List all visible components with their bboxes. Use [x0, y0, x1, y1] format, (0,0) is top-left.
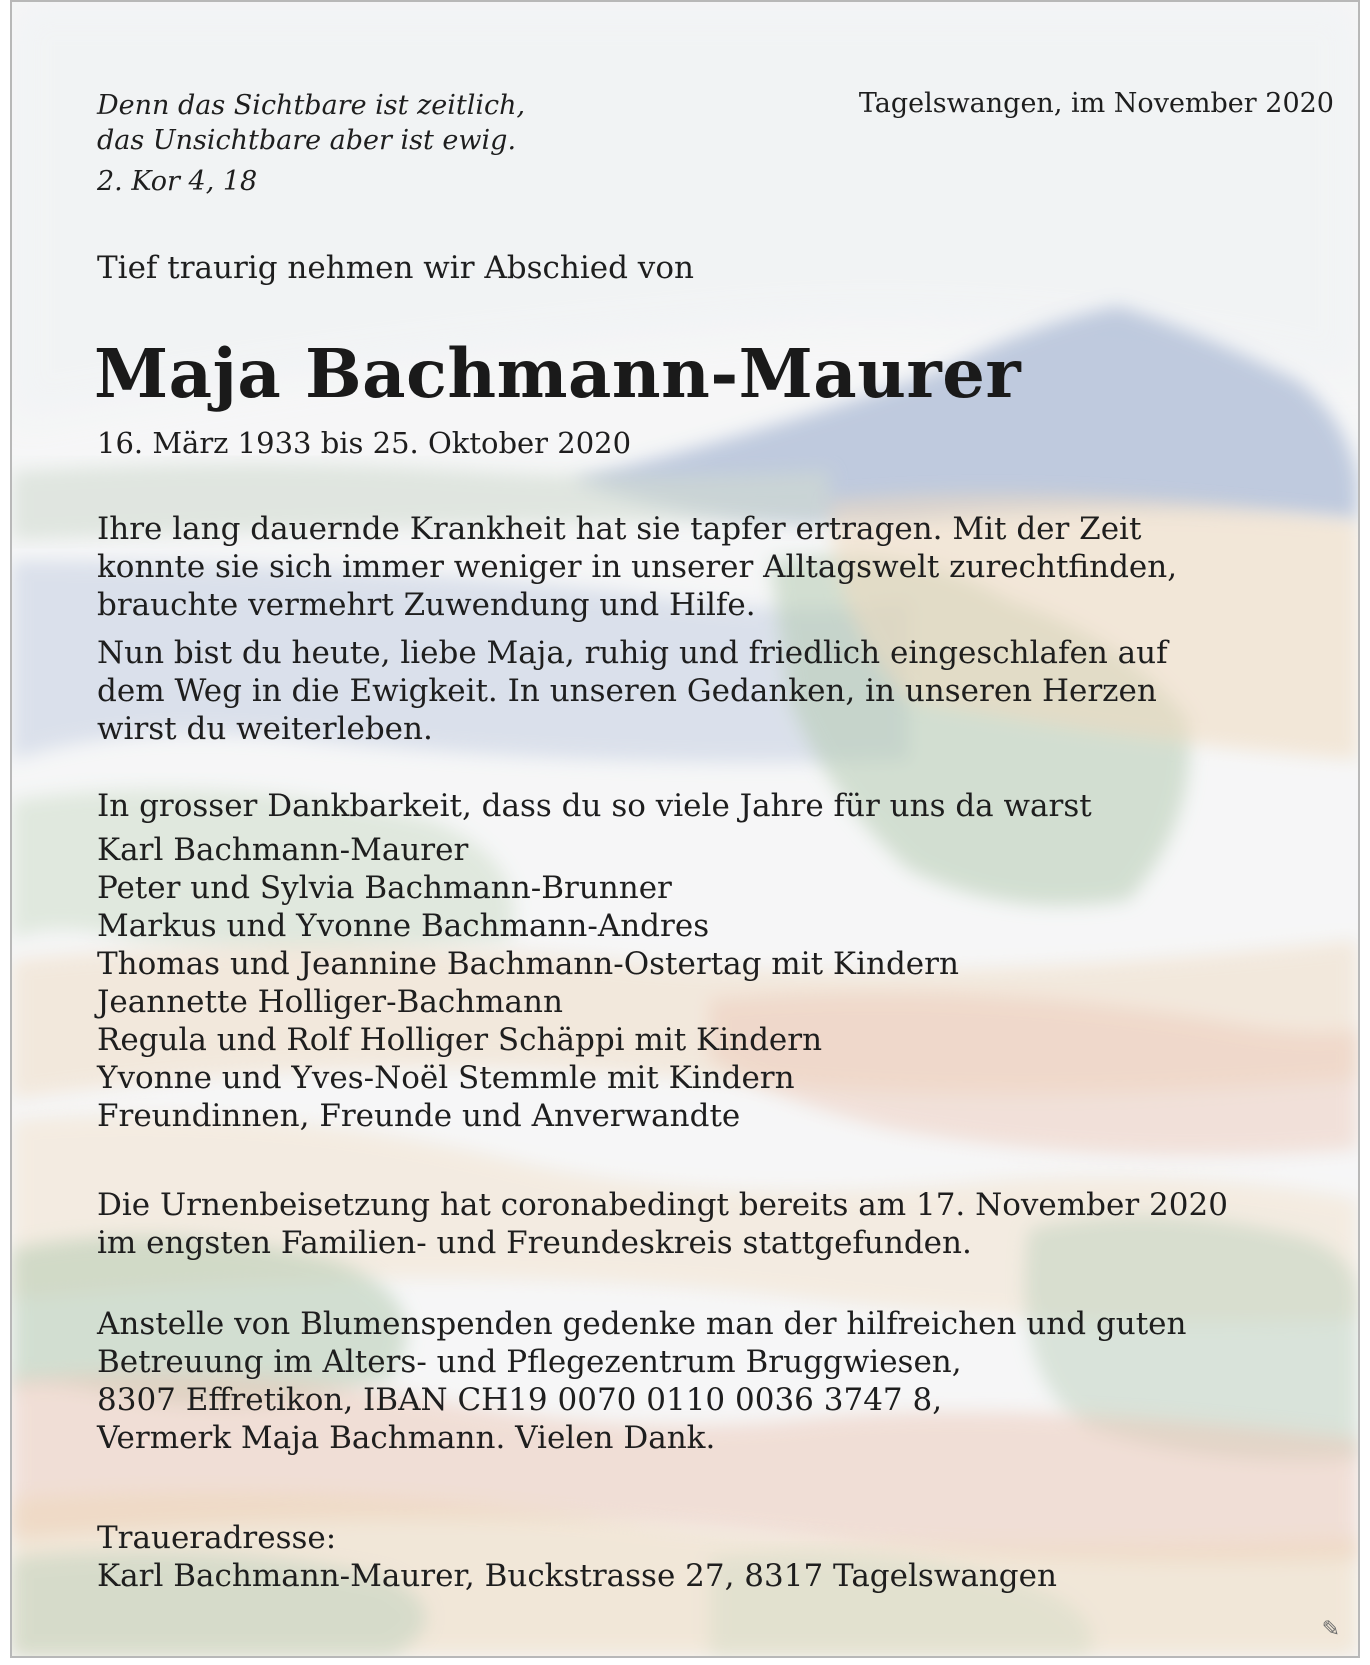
quote-line-2: das Unsichtbare aber ist ewig.	[97, 125, 517, 156]
paragraph-illness	[97, 510, 1177, 624]
life-dates: 16. März 1933 bis 25. Oktober 2020	[97, 426, 632, 460]
text-line: Die Urnenbeisetzung hat coronabedingt bereits am 17. November 2020	[97, 1187, 1228, 1223]
text-line: Betreuung im Alters- und Pflegezentrum Bruggwiesen,	[97, 1344, 962, 1380]
artist-signature-mark: ✎	[1321, 1617, 1340, 1642]
quote-line-1: Denn das Sichtbare ist zeitlich,	[97, 90, 526, 121]
mourner-name: Yvonne und Yves-Noël Stemmle mit Kindern	[97, 1060, 795, 1096]
mourning-address	[97, 1519, 1057, 1595]
text-line: konnte sie sich immer weniger in unserer Alltagswelt zurechtfinden,	[97, 549, 1178, 585]
gratitude-line: In grosser Dankbarkeit, dass du so viele Jahre für uns da warst	[97, 788, 1092, 824]
address-label: Traueradresse:	[97, 1520, 337, 1556]
mourner-name: Thomas und Jeannine Bachmann-Ostertag mit Kindern	[97, 946, 959, 982]
mourner-name: Markus und Yvonne Bachmann-Andres	[97, 908, 710, 944]
obituary-frame	[10, 0, 1360, 1658]
bible-quote	[97, 88, 525, 199]
mourner-name: Karl Bachmann-Maurer	[97, 832, 469, 868]
text-line: dem Weg in die Ewigkeit. In unseren Gedanken, in unseren Herzen	[97, 673, 1157, 709]
quote-reference: 2. Kor 4, 18	[97, 166, 258, 197]
text-line: im engsten Familien- und Freundeskreis stattgefunden.	[97, 1225, 972, 1261]
text-line: Nun bist du heute, liebe Maja, ruhig und friedlich eingeschlafen auf	[97, 635, 1168, 671]
text-line: Vermerk Maja Bachmann. Vielen Dank.	[97, 1420, 716, 1456]
burial-notice	[97, 1186, 1228, 1262]
obituary-content	[12, 2, 1358, 1656]
donation-notice	[97, 1305, 1186, 1457]
mourner-name: Jeannette Holliger-Bachmann	[97, 984, 563, 1020]
intro-text: Tief traurig nehmen wir Abschied von	[97, 250, 694, 286]
mourner-name: Peter und Sylvia Bachmann-Brunner	[97, 870, 672, 906]
mourners-section	[97, 787, 1092, 1135]
address-value: Karl Bachmann-Maurer, Buckstrasse 27, 8317 Tagelswangen	[97, 1558, 1057, 1594]
mourner-name: Regula und Rolf Holliger Schäppi mit Kindern	[97, 1022, 823, 1058]
deceased-name: Maja Bachmann-Maurer	[94, 334, 1022, 413]
text-line: wirst du weiterleben.	[97, 711, 433, 747]
mourner-name: Freundinnen, Freunde und Anverwandte	[97, 1098, 741, 1134]
text-line: Ihre lang dauernde Krankheit hat sie tapfer ertragen. Mit der Zeit	[97, 511, 1142, 547]
paragraph-farewell	[97, 634, 1168, 748]
text-line: 8307 Effretikon, IBAN CH19 0070 0110 0036 3747 8,	[97, 1382, 943, 1418]
place-and-date: Tagelswangen, im November 2020	[858, 88, 1334, 119]
text-line: brauchte vermehrt Zuwendung und Hilfe.	[97, 587, 756, 623]
text-line: Anstelle von Blumenspenden gedenke man der hilfreichen und guten	[97, 1306, 1187, 1342]
